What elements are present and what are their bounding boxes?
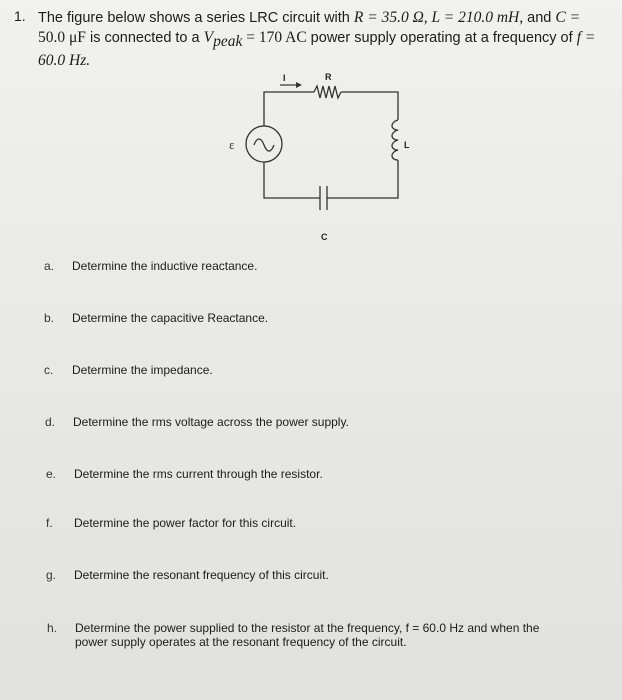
part-letter: d.	[45, 415, 56, 429]
part-letter: b.	[44, 311, 55, 325]
inductor-symbol	[392, 120, 398, 160]
stem-c-value: 50.0 μF	[38, 29, 86, 46]
wire-top-left	[264, 92, 314, 126]
part-text: Determine the inductive reactance.	[72, 259, 258, 273]
part-text: Determine the power factor for this circuit.	[74, 516, 297, 530]
part-text: Determine the capacitive Reactance.	[72, 311, 269, 325]
stem-v-value: = 170 AC	[242, 29, 307, 46]
resistor-symbol	[314, 86, 341, 98]
wire-right-bottom	[327, 160, 398, 198]
stem-text: and	[523, 10, 556, 26]
part-text: Determine the power supplied to the resistor at the frequency, f = 60.0 Hz and when the power supply operates at the resonant frequency of the circuit.	[75, 621, 540, 649]
part-letter: f.	[46, 516, 53, 530]
wire-top-right	[341, 92, 398, 120]
current-label: I	[283, 73, 286, 83]
wire-bottom-left	[264, 162, 320, 198]
stem-f-symbol: f =	[576, 29, 596, 46]
part-text: Determine the rms voltage across the power supply.	[73, 415, 349, 429]
stem-text: The figure below shows a series LRC circuit with	[38, 10, 354, 26]
inductor-label: L	[404, 140, 410, 150]
resistor-label: R	[325, 72, 332, 82]
stem-v-subscript: peak	[213, 32, 243, 50]
lrc-circuit-diagram	[218, 68, 418, 248]
stem-v-symbol: V	[203, 29, 214, 46]
part-text: Determine the impedance.	[72, 363, 213, 377]
stem-text: is connected to a	[85, 30, 204, 46]
capacitor-label: C	[321, 232, 328, 242]
part-letter: e.	[46, 467, 57, 481]
stem-r-value: R = 35.0 Ω, L = 210.0 mH,	[353, 9, 524, 26]
question-number: 1.	[14, 8, 26, 24]
part-text: Determine the rms current through the resistor.	[74, 467, 323, 481]
ac-wave-icon	[254, 139, 274, 151]
stem-text: power supply operating at a frequency of	[306, 30, 577, 46]
part-letter: h.	[47, 621, 58, 635]
emf-label: ε	[229, 137, 235, 152]
stem-c-symbol: C =	[555, 9, 581, 26]
part-letter: g.	[46, 568, 57, 582]
stem-frequency-value: 60.0 Hz.	[38, 51, 91, 69]
part-letter: a.	[44, 259, 55, 273]
part-letter: c.	[44, 363, 54, 377]
part-text: Determine the resonant frequency of this circuit.	[74, 568, 329, 582]
question-stem	[38, 8, 608, 71]
